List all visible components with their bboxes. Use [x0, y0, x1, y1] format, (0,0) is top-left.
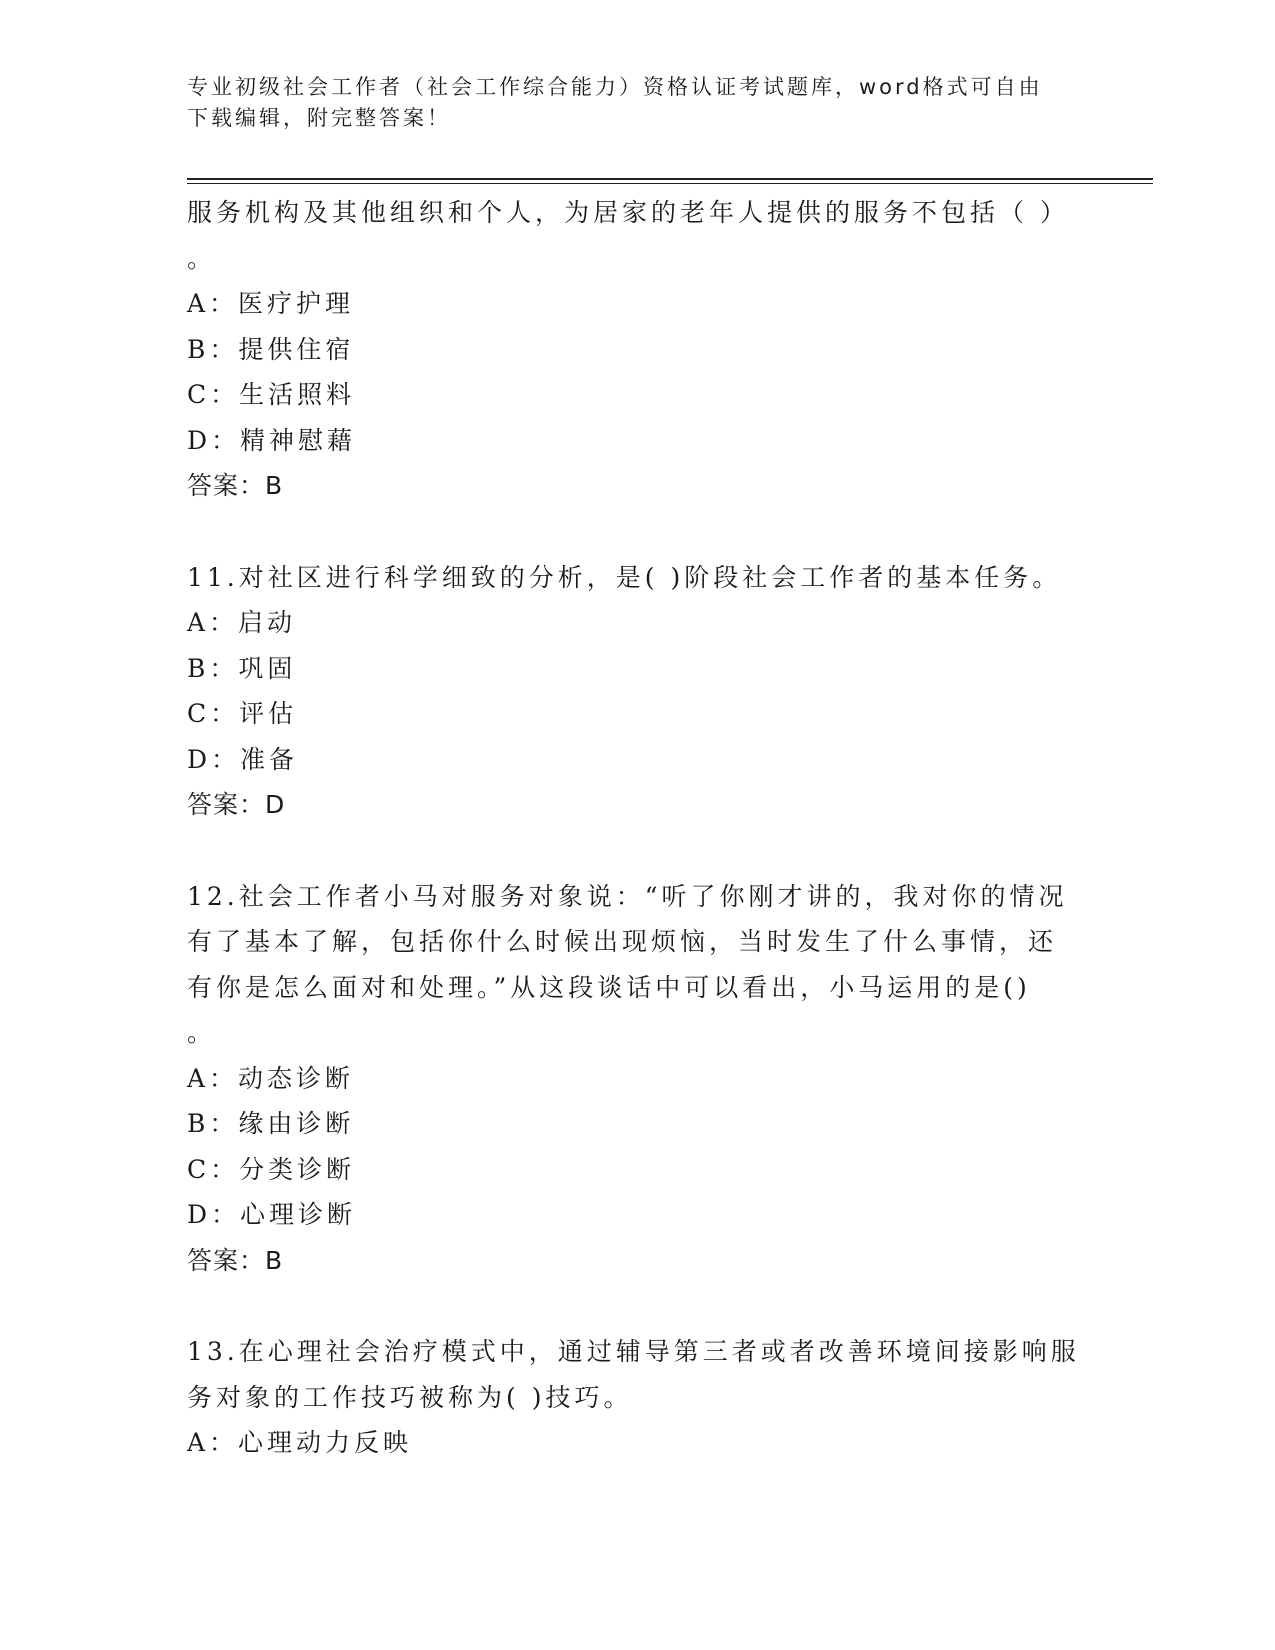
option-c: C：分类诊断 [187, 1154, 356, 1184]
option-d: D：精神慰藉 [187, 425, 357, 455]
question-stem-line: 服务机构及其他组织和个人，为居家的老年人提供的服务不包括（ ） [187, 198, 1069, 227]
answer-line: 答案：B [187, 1245, 284, 1275]
document-header [187, 72, 1067, 134]
option-a: A：心理动力反映 [187, 1428, 413, 1457]
question-stem-line: 有你是怎么面对和处理。”从这段谈话中可以看出，小马运用的是() [187, 972, 1031, 1002]
question-10 [187, 190, 1087, 509]
question-stem-line: 。 [187, 243, 217, 273]
option-a: A：启动 [187, 608, 297, 637]
question-stem-line: 12.社会工作者小马对服务对象说：“听了你刚才讲的，我对你的情况 [187, 881, 1068, 911]
header-line-1: 专业初级社会工作者（社会工作综合能力）资格认证考试题库，word格式可自由 [187, 75, 1043, 99]
question-11 [187, 555, 1087, 828]
answer-line: 答案：D [187, 790, 286, 819]
question-stem-line: 务对象的工作技巧被称为( )技巧。 [187, 1382, 633, 1412]
option-c: C：评估 [187, 699, 298, 728]
header-divider-thin [187, 183, 1153, 184]
question-list [187, 190, 1087, 1466]
question-stem-line: 有了基本了解，包括你什么时候出现烦恼，当时发生了什么事情，还 [187, 927, 1058, 956]
question-spacer [187, 1283, 1087, 1329]
option-b: B：巩固 [187, 653, 297, 683]
option-b: B：缘由诊断 [187, 1109, 355, 1138]
answer-line: 答案：B [187, 471, 284, 500]
header-line-2: 下载编辑，附完整答案！ [187, 106, 451, 130]
question-spacer [187, 828, 1087, 874]
question-13 [187, 1329, 1087, 1466]
question-spacer [187, 509, 1087, 555]
option-d: D：心理诊断 [187, 1200, 357, 1229]
question-stem-line: 。 [187, 1018, 217, 1047]
option-a: A：动态诊断 [187, 1063, 355, 1093]
header-divider-thick [187, 178, 1153, 180]
option-b: B：提供住宿 [187, 334, 355, 364]
option-c: C：生活照料 [187, 380, 356, 409]
option-a: A：医疗护理 [187, 289, 355, 318]
question-stem-line: 13.在心理社会治疗模式中，通过辅导第三者或者改善环境间接影响服 [187, 1337, 1080, 1366]
question-12 [187, 874, 1087, 1284]
option-d: D：准备 [187, 744, 299, 774]
question-stem-line: 11.对社区进行科学细致的分析，是( )阶段社会工作者的基本任务。 [187, 562, 1062, 592]
